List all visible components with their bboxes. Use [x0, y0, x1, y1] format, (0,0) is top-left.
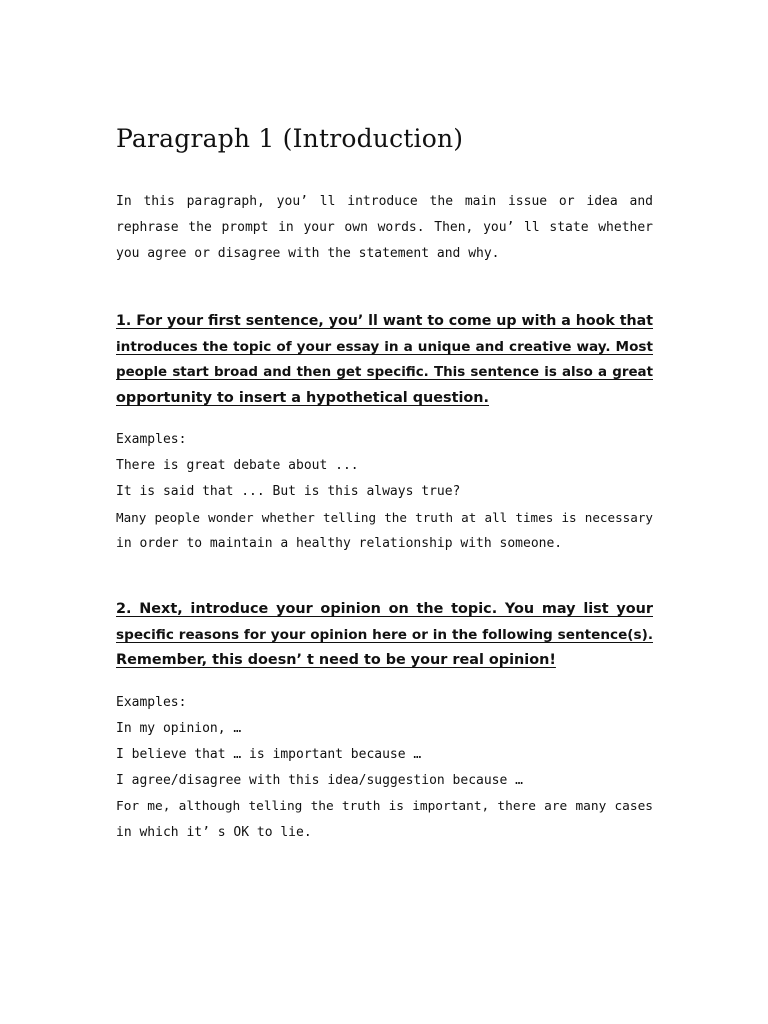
section-1-heading-line: people start broad and then get specific. This sentence is also a great [116, 365, 653, 381]
section-1-heading-line: 1. For your first sentence, you’ ll want to come up with a hook that [116, 313, 654, 329]
intro-line: you agree or disagree with the statement and why. [116, 246, 500, 261]
section-1-heading-line: introduces the topic of your essay in a unique and creative way. Most [116, 338, 653, 355]
example-item: in which it’ s OK to lie. [116, 825, 312, 840]
section-2-heading-line: 2. Next, introduce your opinion on the topic. You may list your [116, 601, 653, 617]
intro-line: rephrase the prompt in your own words. Then, you’ ll state whether [116, 220, 653, 235]
example-item: There is great debate about ... [116, 458, 359, 473]
intro-line: In this paragraph, you’ ll introduce the main issue or idea and [116, 194, 653, 209]
section-1-heading-line: opportunity to insert a hypothetical question. [116, 390, 490, 407]
example-item: Many people wonder whether telling the truth at all times is necessary [116, 510, 653, 525]
section-2-heading-line: Remember, this doesn’ t need to be your real opinion! [116, 652, 556, 669]
example-item: I believe that … is important because … [116, 747, 422, 762]
example-item: In my opinion, … [116, 721, 242, 736]
section-1-heading [116, 309, 653, 412]
example-item: I agree/disagree with this idea/suggestion because … [116, 773, 523, 788]
section-2-heading-line: specific reasons for your opinion here or in the following sentence(s). [116, 626, 653, 643]
example-item: For me, although telling the truth is important, there are many cases [116, 799, 653, 814]
example-item: It is said that ... But is this always true? [116, 484, 461, 499]
section-1-examples [116, 427, 653, 557]
section-2-examples [116, 690, 653, 846]
section-2-heading [116, 597, 653, 674]
examples-label: Examples: [116, 695, 187, 710]
intro-paragraph [116, 189, 653, 267]
examples-label: Examples: [116, 432, 187, 447]
example-item: in order to maintain a healthy relationship with someone. [116, 536, 563, 551]
page-title: Paragraph 1 (Introduction) [116, 124, 464, 153]
